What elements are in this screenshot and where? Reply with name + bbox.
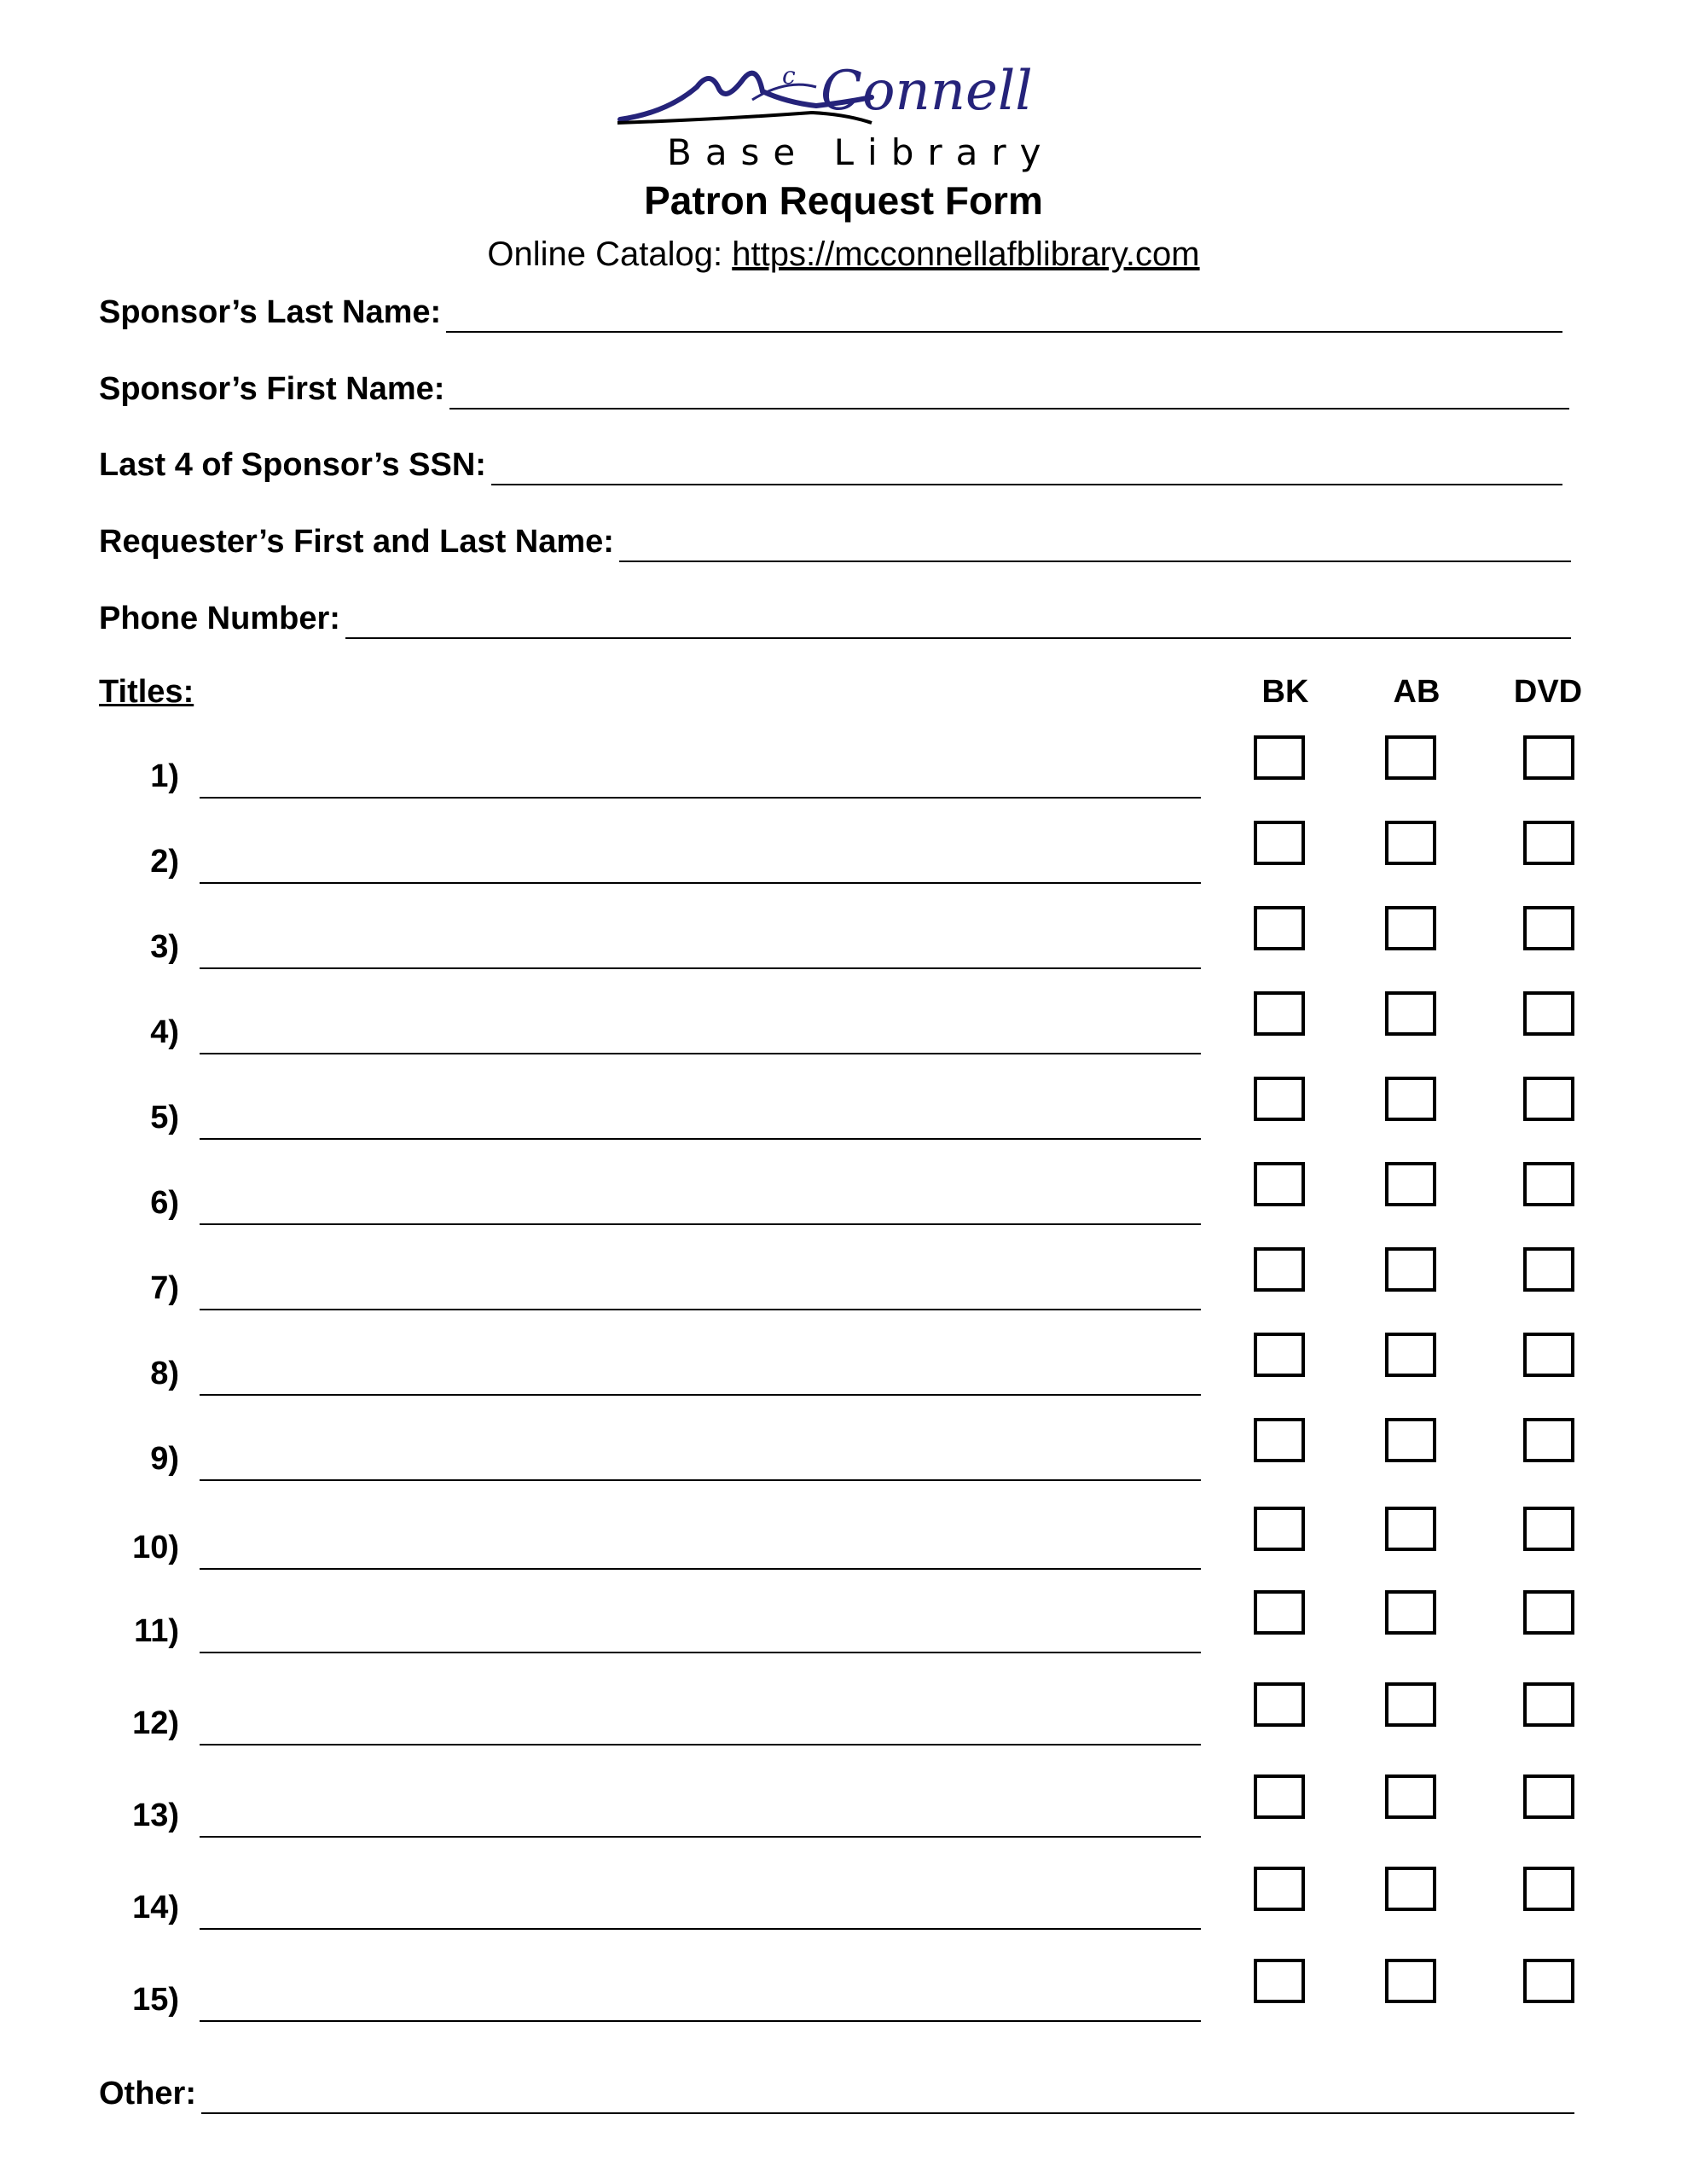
title-row [0,1327,1687,1396]
title-input-line[interactable] [200,882,1201,884]
dvd-checkbox[interactable] [1523,1590,1574,1635]
title-row [0,986,1687,1054]
ab-checkbox[interactable] [1385,1507,1436,1551]
title-input-line[interactable] [200,1394,1201,1396]
title-row [0,901,1687,969]
phone-number-label: Phone Number: [99,601,340,636]
ab-checkbox[interactable] [1385,1077,1436,1121]
bk-checkbox[interactable] [1254,1077,1305,1121]
row-number: 15) [132,1982,179,2018]
row-number: 9) [150,1441,179,1477]
ab-checkbox[interactable] [1385,1959,1436,2003]
bk-checkbox[interactable] [1254,1774,1305,1819]
title-input-line[interactable] [200,2020,1201,2022]
row-number: 8) [150,1356,179,1391]
sponsor-ssn-field[interactable] [99,444,1562,485]
requester-name-input-line[interactable] [619,526,1571,562]
bk-checkbox[interactable] [1254,735,1305,780]
ab-checkbox[interactable] [1385,906,1436,950]
sponsor-first-name-field[interactable] [99,369,1569,410]
bk-checkbox[interactable] [1254,1590,1305,1635]
sponsor-first-name-label: Sponsor’s First Name: [99,371,445,407]
title-input-line[interactable] [200,1928,1201,1930]
catalog-label: Online Catalog: [487,235,723,273]
dvd-checkbox[interactable] [1523,1162,1574,1206]
ab-checkbox[interactable] [1385,1867,1436,1911]
dvd-checkbox[interactable] [1523,821,1574,865]
bk-checkbox[interactable] [1254,906,1305,950]
sponsor-last-name-label: Sponsor’s Last Name: [99,294,442,330]
ab-checkbox[interactable] [1385,1418,1436,1462]
column-header-ab: AB [1393,674,1441,710]
bk-checkbox[interactable] [1254,1333,1305,1377]
phone-number-input-line[interactable] [345,603,1571,639]
bk-checkbox[interactable] [1254,991,1305,1036]
sponsor-ssn-label: Last 4 of Sponsor’s SSN: [99,447,486,483]
title-input-line[interactable] [200,1309,1201,1310]
svg-text:Connell: Connell [820,60,1033,123]
title-row [0,1677,1687,1745]
titles-header: Titles: [99,674,194,710]
title-input-line[interactable] [200,1053,1201,1054]
dvd-checkbox[interactable] [1523,1959,1574,2003]
title-row [0,1413,1687,1481]
other-input-line[interactable] [201,2078,1574,2114]
row-number: 7) [150,1270,179,1306]
dvd-checkbox[interactable] [1523,735,1574,780]
title-input-line[interactable] [200,1744,1201,1745]
row-number: 4) [150,1014,179,1050]
ab-checkbox[interactable] [1385,1162,1436,1206]
mcconnell-logo [616,53,1068,181]
catalog-link[interactable]: https://mcconnellafblibrary.com [732,235,1200,273]
dvd-checkbox[interactable] [1523,1507,1574,1551]
sponsor-last-name-input-line[interactable] [446,297,1562,333]
title-input-line[interactable] [200,967,1201,969]
row-number: 13) [132,1798,179,1833]
logo-subtitle: Base Library [667,131,1055,173]
bk-checkbox[interactable] [1254,1162,1305,1206]
dvd-checkbox[interactable] [1523,1774,1574,1819]
row-number: 2) [150,844,179,880]
open-book-logo-icon [616,53,1068,138]
title-input-line[interactable] [200,797,1201,799]
dvd-checkbox[interactable] [1523,1247,1574,1292]
ab-checkbox[interactable] [1385,735,1436,780]
ab-checkbox[interactable] [1385,821,1436,865]
dvd-checkbox[interactable] [1523,1333,1574,1377]
dvd-checkbox[interactable] [1523,1077,1574,1121]
svg-text:c: c [782,61,796,90]
title-row [0,1072,1687,1140]
row-number: 10) [132,1530,179,1565]
bk-checkbox[interactable] [1254,1682,1305,1727]
title-input-line[interactable] [200,1223,1201,1225]
column-header-bk: BK [1261,674,1309,710]
title-input-line[interactable] [200,1138,1201,1140]
row-number: 12) [132,1705,179,1741]
bk-checkbox[interactable] [1254,1867,1305,1911]
dvd-checkbox[interactable] [1523,1682,1574,1727]
title-row [0,1954,1687,2022]
title-row [0,1157,1687,1225]
sponsor-ssn-input-line[interactable] [491,450,1562,485]
title-row [0,730,1687,799]
ab-checkbox[interactable] [1385,991,1436,1036]
bk-checkbox[interactable] [1254,1418,1305,1462]
row-number: 1) [150,758,179,794]
title-row [0,1585,1687,1653]
row-number: 3) [150,929,179,965]
other-field[interactable] [99,2073,1574,2114]
row-number: 5) [150,1100,179,1136]
page-title: Patron Request Form [644,178,1043,223]
bk-checkbox[interactable] [1254,821,1305,865]
requester-name-label: Requester’s First and Last Name: [99,524,614,560]
ab-checkbox[interactable] [1385,1590,1436,1635]
bk-checkbox[interactable] [1254,1247,1305,1292]
title-row [0,1242,1687,1310]
bk-checkbox[interactable] [1254,1959,1305,2003]
title-row [0,1862,1687,1930]
title-row [0,1502,1687,1570]
column-header-dvd: DVD [1513,674,1583,710]
ab-checkbox[interactable] [1385,1682,1436,1727]
requester-name-field[interactable] [99,521,1571,562]
row-number: 11) [134,1613,179,1649]
sponsor-first-name-input-line[interactable] [449,374,1569,410]
sponsor-last-name-field[interactable] [99,292,1562,333]
title-input-line[interactable] [200,1479,1201,1481]
ab-checkbox[interactable] [1385,1333,1436,1377]
title-input-line[interactable] [200,1652,1201,1653]
title-row [0,816,1687,884]
ab-checkbox[interactable] [1385,1247,1436,1292]
title-input-line[interactable] [200,1836,1201,1838]
dvd-checkbox[interactable] [1523,991,1574,1036]
dvd-checkbox[interactable] [1523,1867,1574,1911]
dvd-checkbox[interactable] [1523,906,1574,950]
title-input-line[interactable] [200,1568,1201,1570]
phone-number-field[interactable] [99,598,1571,639]
bk-checkbox[interactable] [1254,1507,1305,1551]
ab-checkbox[interactable] [1385,1774,1436,1819]
dvd-checkbox[interactable] [1523,1418,1574,1462]
row-number: 6) [150,1185,179,1221]
online-catalog [0,235,1687,274]
row-number: 14) [132,1890,179,1926]
other-label: Other: [99,2076,196,2111]
title-row [0,1769,1687,1838]
